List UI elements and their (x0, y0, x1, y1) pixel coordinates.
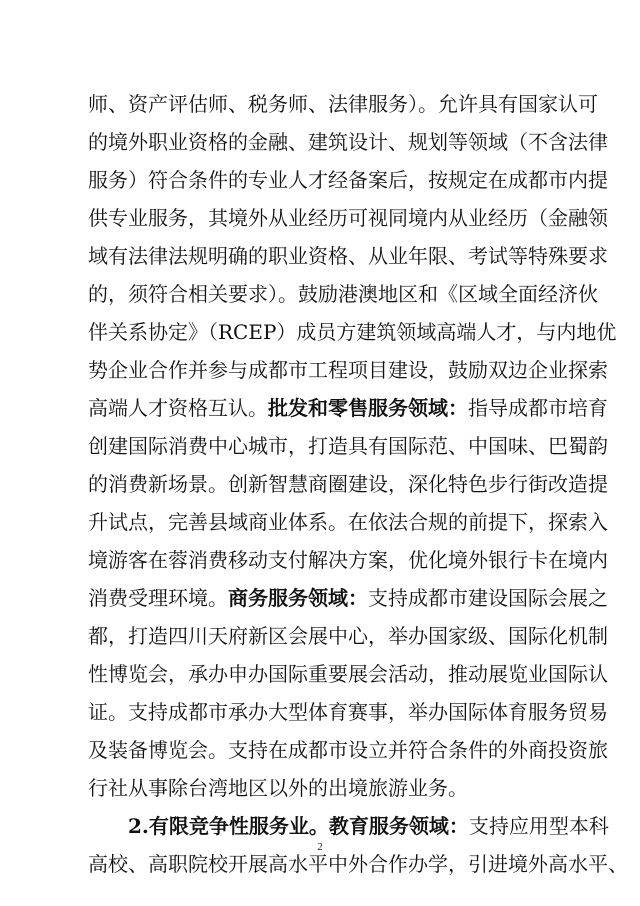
text-line (88, 237, 608, 275)
body-text-span: 伴关系协定》（RCEP）成员方建筑领域高端人才，与内地优 (88, 320, 617, 344)
text-line (88, 199, 608, 237)
body-text-span: 都，打造四川天府新区会展中心，举办国家级、国际化机制 (88, 624, 608, 648)
text-line (88, 731, 608, 769)
bold-heading-text: 商务服务领域： (228, 586, 368, 610)
text-line (88, 503, 608, 541)
text-line (88, 427, 608, 465)
body-text-span: 行社从事除台湾地区以外的出境旅游业务。 (88, 776, 468, 800)
body-text-span: 高端人才资格互认。 (88, 396, 268, 420)
body-text-span: 消费受理环境。 (88, 586, 228, 610)
body-text-span: 性博览会，承办申办国际重要展会活动，推动展览业国际认 (88, 662, 608, 686)
text-line (88, 161, 608, 199)
body-text-span: 师、资产评估师、税务师、法律服务）。允许具有国家认可 (88, 92, 598, 116)
body-text (88, 85, 628, 883)
text-line (88, 351, 608, 389)
body-text-span: 的，须符合相关要求）。鼓励港澳地区和《区域全面经济伙 (88, 282, 598, 306)
text-line (88, 313, 617, 351)
body-text-span: 证。支持成都市承办大型体育赛事，举办国际体育服务贸易 (88, 700, 608, 724)
text-line (88, 579, 608, 617)
body-text-span: 势企业合作并参与成都市工程项目建设，鼓励双边企业探索 (88, 358, 608, 382)
body-text-span: 指导成都市培育 (468, 396, 608, 420)
body-text-span: 境游客在蓉消费移动支付解决方案，优化境外银行卡在境内 (88, 548, 608, 572)
text-line (88, 655, 608, 693)
text-line (88, 617, 608, 655)
bold-heading-text: 2.有限竞争性服务业。教育服务领域： (128, 814, 469, 838)
text-line (88, 541, 608, 579)
body-text-span: 的境外职业资格的金融、建筑设计、规划等领域（不含法律 (88, 130, 608, 154)
body-text-span: 创建国际消费中心城市，打造具有国际范、中国味、巴蜀韵 (88, 434, 608, 458)
text-line (88, 123, 608, 161)
body-text-span: 及装备博览会。支持在成都市设立并符合条件的外商投资旅 (88, 738, 608, 762)
body-text-span: 高校、高职院校开展高水平中外合作办学，引进境外高水平、 (88, 852, 628, 876)
text-line (88, 769, 554, 807)
body-text-span: 供专业服务，其境外从业经历可视同境内从业经历（金融领 (88, 206, 608, 230)
body-text-span: 服务）符合条件的专业人才经备案后，按规定在成都市内提 (88, 168, 608, 192)
text-line (88, 389, 608, 427)
text-line (88, 465, 608, 503)
body-text-span: 支持成都市建设国际会展之 (368, 586, 608, 610)
text-line (88, 807, 609, 845)
bold-heading-text: 批发和零售服务领域： (268, 396, 468, 420)
text-line (88, 85, 598, 123)
body-text-span: 的消费新场景。创新智慧商圈建设，深化特色步行街改造提 (88, 472, 608, 496)
page-number: 2 (317, 841, 323, 853)
body-text-span: 升试点，完善县域商业体系。在依法合规的前提下，探索入 (88, 510, 608, 534)
body-text-span: 域有法律法规明确的职业资格、从业年限、考试等特殊要求 (88, 244, 608, 268)
body-text-span: 支持应用型本科 (468, 814, 609, 838)
text-line (88, 693, 608, 731)
text-line (88, 275, 598, 313)
